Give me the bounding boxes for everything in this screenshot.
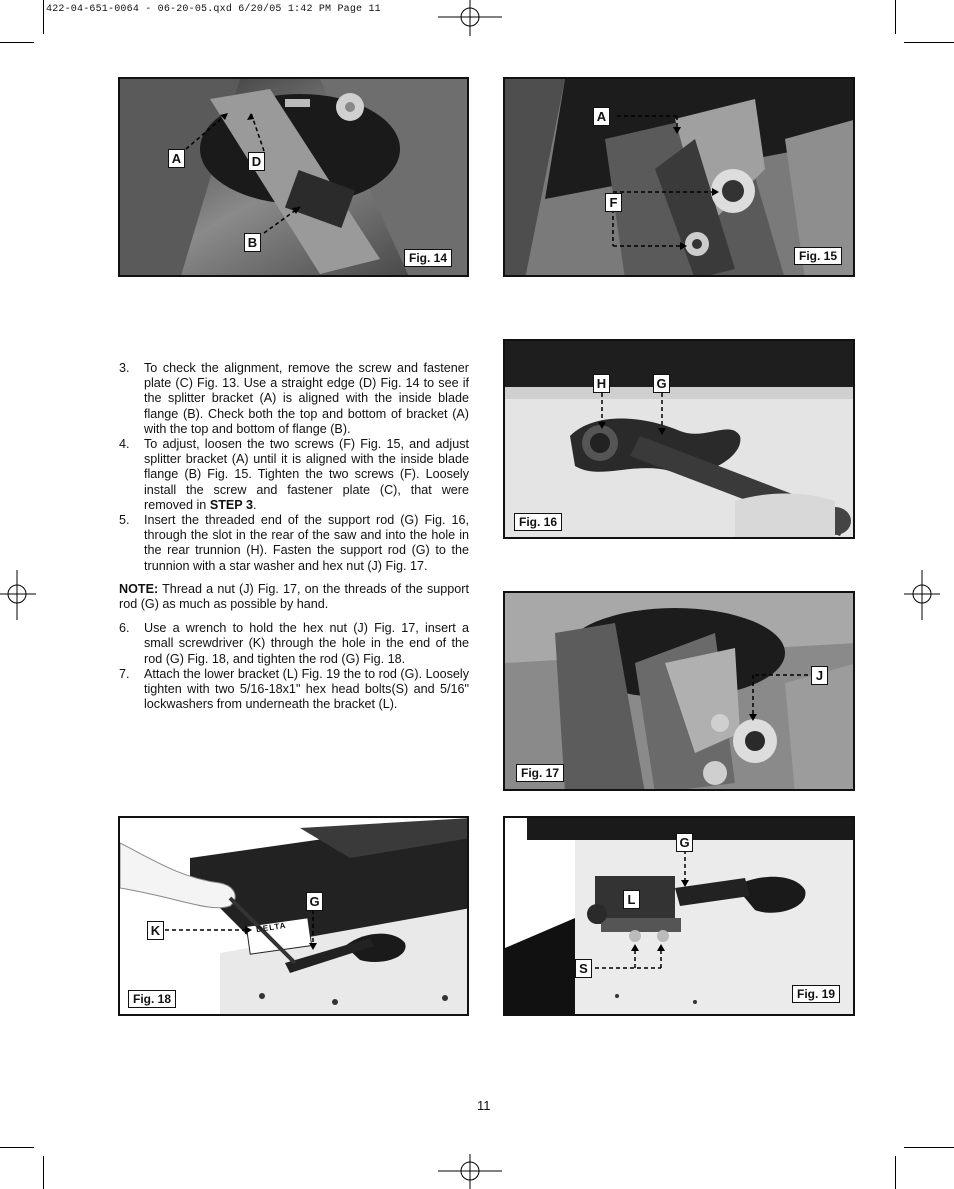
step-number: 5. [119,513,130,528]
figure-18 [118,816,469,1016]
callout-a: A [593,107,610,126]
fig14-photo [120,79,469,277]
callout-f: F [605,193,622,212]
instructions [119,361,469,712]
figure-label: Fig. 15 [794,247,842,265]
registration-mark-icon [438,0,502,36]
registration-mark-icon [904,570,954,620]
step-reference: STEP 3 [209,497,253,512]
callout-a: A [168,149,185,168]
crop-mark [904,1147,954,1148]
callout-h: H [593,374,610,393]
fig16-photo [505,341,855,539]
step-text-part: . [252,497,257,512]
callout-g: G [306,892,323,911]
registration-mark-icon [0,570,36,620]
crop-mark [0,42,34,43]
page-number: 11 [477,1098,491,1113]
crop-mark [895,1156,896,1189]
delta-decal: DELTA [255,920,287,935]
step-text: To check the alignment, remove the screw and fastener plate (C) Fig. 13. Use a straight edge (D) Fig. 14 to see if the splitter bracket (A) is aligned with the inside blade flange (B). Check both the top and bottom of bracket (A) with the top and bottom of flange (B). [144,361,469,436]
figure-label: Fig. 17 [516,764,564,782]
figure-label: Fig. 14 [404,249,452,267]
step-7 [119,667,469,713]
figure-label: Fig. 16 [514,513,562,531]
step-5 [119,513,469,574]
figure-15 [503,77,855,277]
step-number: 3. [119,361,130,375]
step-text: Insert the threaded end of the support rod (G) Fig. 16, through the slot in the rear of the saw and into the hole in the rear trunnion (H). Fasten the support rod (G) to the trunnion with a star washer and hex nut (J) Fig. 17. [144,513,469,573]
note-label: NOTE: [119,581,159,596]
step-number: 4. [119,437,130,452]
callout-g: G [653,374,670,393]
callout-k: K [147,921,164,940]
figure-label: Fig. 19 [792,985,840,1003]
step-text: Use a wrench to hold the hex nut (J) Fig. 17, insert a small screwdriver (K) through the hole in the end of the rod (G) Fig. 18, and tighten the rod (G) Fig. 18. [144,621,469,666]
step-number: 7. [119,666,130,681]
callout-l: L [623,890,640,909]
figure-14 [118,77,469,277]
step-4 [119,437,469,513]
callout-g: G [676,833,693,852]
callout-j: J [811,666,828,685]
figure-label: Fig. 18 [128,990,176,1008]
figure-19 [503,816,855,1016]
registration-mark-icon [438,1154,502,1189]
step-text [144,437,469,513]
step-3 [119,361,469,437]
callout-b: B [244,233,261,252]
step-number: 6. [119,621,130,636]
crop-mark [43,1156,44,1189]
file-slug: 422-04-651-0064 - 06-20-05.qxd 6/20/05 1:42 PM Page 11 [46,4,381,15]
crop-mark [0,1147,34,1148]
step-text-part: To adjust, loosen the two screws (F) Fig. 15, and adjust splitter bracket (A) until it is aligned with the inside blade flange (B) Fig. 15. Tighten the two screws (F). Loosely install the screw and fastener plate (C), that were removed in [144,437,469,512]
note [119,582,469,612]
figure-17 [503,591,855,791]
fig17-photo [505,593,855,791]
step-text: Attach the lower bracket (L) Fig. 19 the to rod (G). Loosely tighten with two 5/16-18x1" hex head bolts(S) and 5/16" lockwashers from underneath the bracket (L). [144,666,469,712]
step-6 [119,621,469,667]
figure-16 [503,339,855,539]
callout-s: S [575,959,592,978]
fig18-photo [120,818,469,1016]
crop-mark [895,0,896,34]
crop-mark [904,42,954,43]
note-text: Thread a nut (J) Fig. 17, on the threads of the support rod (G) as much as possible by hand. [119,581,469,612]
crop-mark [43,0,44,34]
callout-d: D [248,152,265,171]
